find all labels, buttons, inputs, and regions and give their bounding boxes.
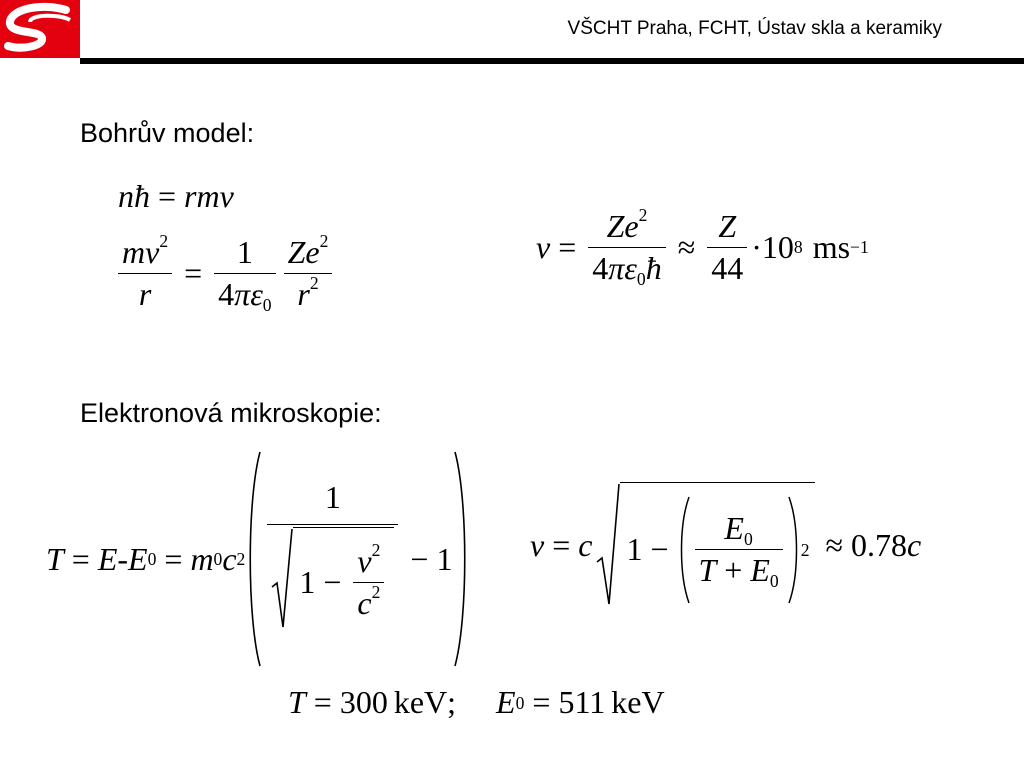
paren-left-2	[677, 495, 691, 605]
section-title-em: Elektronová mikroskopie:	[80, 398, 382, 428]
equation-electron-velocity: v = c 1 − $\frac{E_0}{T + E_0}$ 2 ≈ 0.78 c	[530, 482, 921, 608]
sqrt-sign-2	[596, 482, 620, 608]
frac-coulomb: $\frac{1}{4\pi\varepsilon_0}$	[214, 234, 275, 313]
equation-quantization	[118, 178, 234, 215]
paren-right-2	[787, 495, 801, 605]
equation-values: T = 300 keV ; E 0 = 511 keV	[288, 684, 665, 720]
sym-n: n	[118, 178, 134, 214]
frac-velocity: $\frac{Ze^2}{4\pi\varepsilon_0ħ}$	[588, 208, 665, 287]
equation-force-balance	[114, 231, 336, 315]
sym-hbar: ħ	[134, 178, 150, 214]
equation-velocity: v = $\frac{Ze^2}{4\pi\varepsilon_0ħ}$ ≈ $\frac{Z}{44}$ · 10 8 ms −1	[536, 205, 869, 289]
vscht-logo	[0, 0, 80, 58]
header-rule	[80, 58, 1024, 64]
equation-kinetic-energy: T = E - E 0 = m 0 c 2 1 1 − $\frac{v^2}{c^2}$ − 1	[46, 450, 470, 668]
sqrt-sign	[271, 527, 293, 631]
paren-right	[452, 450, 470, 668]
header-institution: VŠCHT Praha, FCHT, Ústav skla a keramiky	[567, 18, 942, 39]
vscht-logo-icon	[0, 0, 80, 58]
sym-equals: =	[184, 254, 203, 291]
frac-z-44: $\frac{Z}{44}$	[707, 208, 747, 287]
frac-ze2-r2: $\frac{Ze^2}{r^2}$	[284, 234, 333, 313]
frac-lorentz: 1 1 − $\frac{v^2}{c^2}$	[267, 479, 398, 639]
section-title-bohr: Bohrův model:	[80, 118, 255, 148]
paren-left	[245, 450, 263, 668]
frac-mv2-r: $\frac{mv^2}{r}$	[118, 234, 172, 313]
sym-equals: =	[158, 178, 177, 214]
sym-rmv: rmv	[184, 178, 234, 214]
